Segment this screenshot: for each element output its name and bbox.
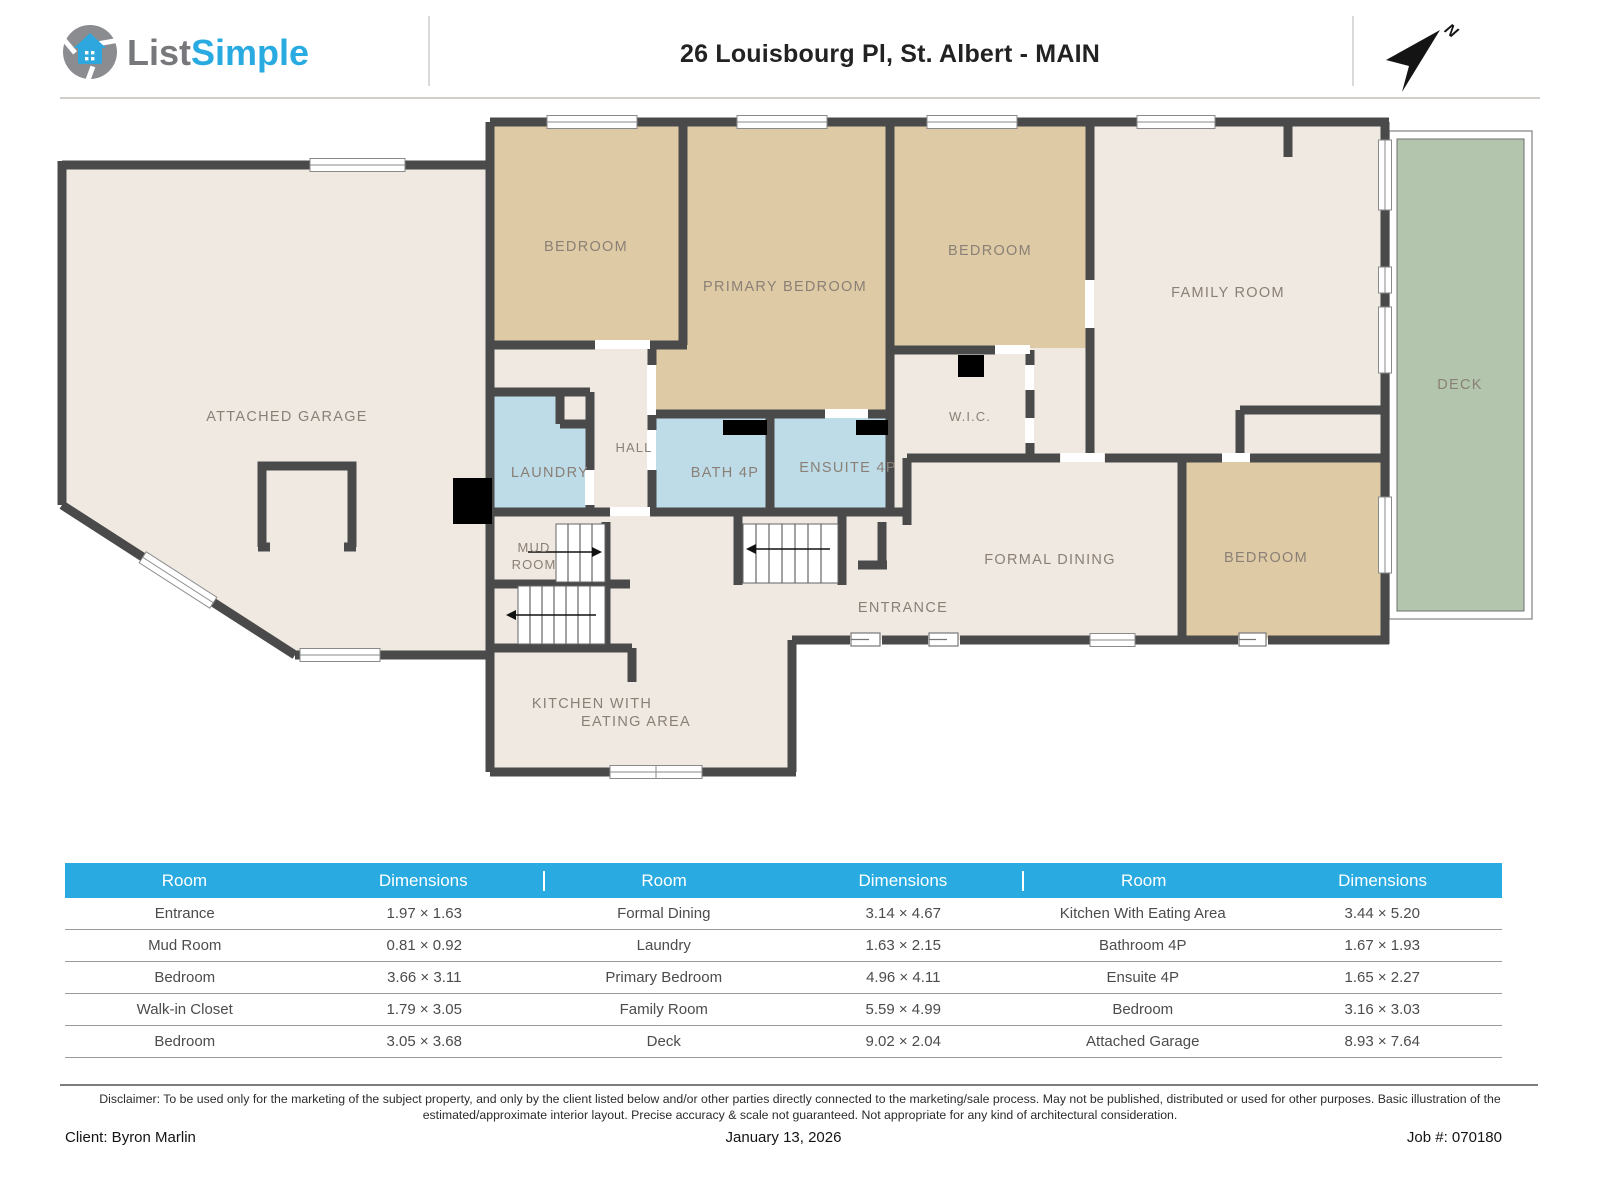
- room-name: Bedroom: [1112, 1001, 1174, 1018]
- room-name: Bathroom 4P: [1098, 937, 1187, 954]
- room-name: Bedroom: [154, 969, 216, 986]
- room-dimensions: 3.44 × 5.20: [1344, 905, 1420, 922]
- stairs-lower-left: [506, 586, 605, 644]
- room-name: Family Room: [619, 1001, 708, 1018]
- column-header: Dimensions: [858, 870, 948, 890]
- listsimple-logo: [55, 14, 415, 90]
- label-family-room: FAMILY ROOM: [1171, 285, 1285, 301]
- room-name: Walk-in Closet: [136, 1001, 233, 1018]
- north-label: N: [1441, 20, 1461, 42]
- client-name: Client: Byron Marlin: [65, 1129, 196, 1146]
- report-date: January 13, 2026: [725, 1129, 842, 1146]
- column-header: Room: [1022, 871, 1263, 891]
- room-deck: [1389, 131, 1532, 619]
- bath-vanity: [723, 420, 767, 435]
- room-name: Formal Dining: [617, 905, 711, 922]
- ensuite-vanity: [856, 420, 888, 435]
- room-dimensions: 1.67 × 1.93: [1344, 937, 1420, 954]
- label-formal-dining: FORMAL DINING: [984, 552, 1116, 568]
- label-ensuite-4p: ENSUITE 4P: [799, 460, 897, 476]
- logo-word-list: List: [127, 32, 192, 73]
- label-entrance: ENTRANCE: [857, 600, 949, 616]
- label-attached-garage: ATTACHED GARAGE: [206, 409, 368, 425]
- room-bedroom-top-left: [492, 124, 681, 343]
- room-bedroom-top-mid: [892, 124, 1088, 348]
- disclaimer-text: Disclaimer: To be used only for the marketing of the subject property, and only by the client listed below and/or other parties directly connected to the marketing/sale process. May not be published, distributed or used for other purposes. Basic illustration of the estimated/approximate interior layout. Precise accuracy & scale not guaranteed. Not appropriate for any kind of architectural consideration.: [99, 1092, 1501, 1123]
- label-bedroom-top-left: BEDROOM: [543, 239, 629, 255]
- room-dimensions: 0.81 × 0.92: [386, 937, 462, 954]
- header-rule: [60, 97, 1540, 99]
- label-primary-bedroom: PRIMARY BEDROOM: [703, 279, 867, 295]
- room-name: Bedroom: [154, 1033, 216, 1050]
- column-header: Room: [161, 870, 208, 890]
- aperture-icon: [56, 25, 125, 90]
- room-dimensions: 5.59 × 4.99: [865, 1001, 941, 1018]
- room-dimensions: 1.63 × 2.15: [865, 937, 941, 954]
- label-kitchen-line2: EATING AREA: [581, 714, 691, 730]
- room-name: Attached Garage: [1086, 1033, 1200, 1050]
- column-header: Dimensions: [378, 870, 468, 890]
- room-name: Primary Bedroom: [605, 969, 723, 986]
- room-dimensions: 1.65 × 2.27: [1344, 969, 1420, 986]
- floor-plan: [0, 100, 1600, 800]
- room-dimensions: 3.14 × 4.67: [865, 905, 941, 922]
- room-name: Entrance: [154, 905, 215, 922]
- room-name: Ensuite 4P: [1106, 969, 1180, 986]
- table-row: [65, 962, 1502, 994]
- north-arrow-glyph: [1386, 30, 1440, 92]
- room-dimensions: 3.66 × 3.11: [387, 969, 462, 986]
- column-header: Room: [543, 871, 784, 891]
- room-name: Laundry: [636, 937, 691, 954]
- room-dimensions: 1.97 × 1.63: [386, 905, 462, 922]
- label-hall: HALL: [615, 440, 653, 455]
- wic-fixture: [958, 355, 984, 377]
- room-dimensions: 8.93 × 7.64: [1344, 1033, 1420, 1050]
- label-kitchen-line1: KITCHEN WITH: [531, 696, 653, 712]
- room-dimensions: 9.02 × 2.04: [865, 1033, 941, 1050]
- label-wic: W.I.C.: [949, 409, 991, 424]
- bottom-rule: [60, 1084, 1538, 1086]
- table-row: [65, 1026, 1502, 1058]
- room-bedroom-bottom-right: [1184, 460, 1383, 638]
- logo-word-simple: Simple: [191, 32, 310, 73]
- stairs-middle: [743, 524, 838, 583]
- label-bath-4p: BATH 4P: [690, 465, 760, 481]
- label-mud-room-line2: ROOM: [511, 557, 557, 572]
- label-deck: DECK: [1437, 377, 1483, 393]
- room-name: Mud Room: [148, 937, 222, 954]
- job-number: Job #: 070180: [1406, 1129, 1502, 1146]
- north-arrow: [1370, 12, 1480, 98]
- table-row: [65, 930, 1502, 962]
- room-dimensions: 1.79 × 3.05: [386, 1001, 462, 1018]
- room-dimensions: 3.05 × 3.68: [386, 1033, 462, 1050]
- garage-chimney: [453, 478, 492, 524]
- logo-wordmark: [127, 32, 309, 73]
- room-primary-bedroom: [654, 124, 888, 412]
- room-dimensions: 3.16 × 3.03: [1344, 1001, 1420, 1018]
- room-name: Deck: [646, 1033, 681, 1050]
- dimensions-table: [65, 863, 1502, 1058]
- header: [0, 0, 1600, 100]
- header-divider-right: [1352, 16, 1354, 86]
- column-header: Dimensions: [1338, 870, 1427, 890]
- footer: [65, 1129, 1502, 1146]
- label-bedroom-top-mid: BEDROOM: [947, 243, 1033, 259]
- page-title: 26 Louisbourg Pl, St. Albert - MAIN: [680, 40, 1100, 68]
- table-row: [65, 898, 1502, 930]
- table-row: [65, 994, 1502, 1026]
- label-laundry: LAUNDRY: [510, 465, 590, 481]
- label-mud-room-line1: MUD: [517, 540, 551, 555]
- label-bedroom-bottom-right: BEDROOM: [1223, 550, 1309, 566]
- room-name: Kitchen With Eating Area: [1059, 905, 1226, 922]
- room-dimensions: 4.96 × 4.11: [866, 969, 941, 986]
- table-header-row: [65, 863, 1502, 898]
